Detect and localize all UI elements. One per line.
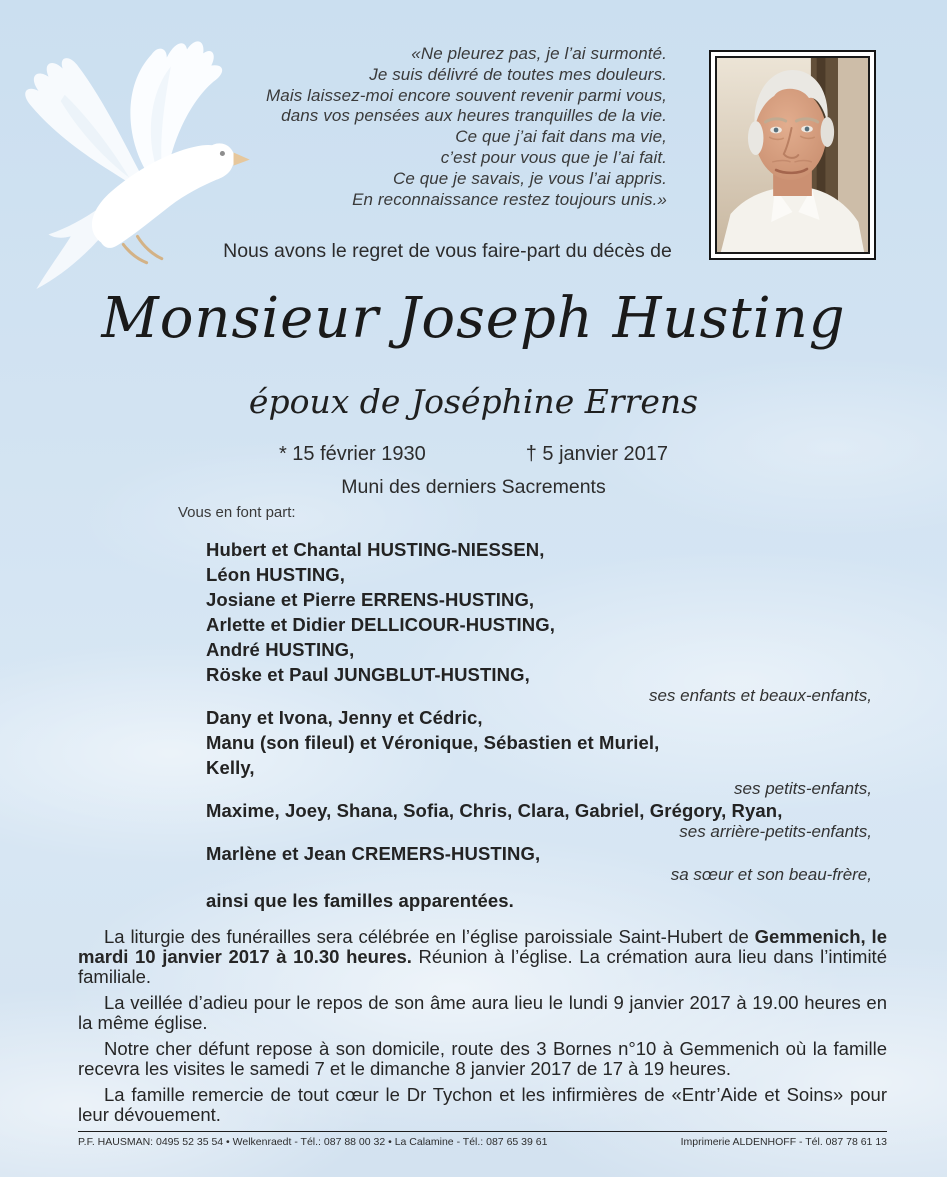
paragraph-segment: La famille remercie de tout cœur le Dr Tychon et les infirmières de «Entr’Aide et Soins» pour leur dévouement.: [78, 1084, 887, 1125]
family-name: Hubert et Chantal HUSTING-NIESSEN,: [206, 539, 545, 560]
quote-line: Mais laissez-moi encore souvent revenir parmi vous,: [266, 85, 667, 105]
portrait-photo: [715, 56, 870, 254]
family-closing: ainsi que les familles apparentées.: [206, 890, 514, 911]
quote-line: En reconnaissance restez toujours unis.»: [352, 189, 667, 209]
family-name: Dany et Ivona, Jenny et Cédric,: [206, 707, 483, 728]
portrait-photo-frame: [709, 50, 876, 260]
memorial-quote: [266, 44, 667, 210]
relation-label: ses enfants et beaux-enfants,: [648, 686, 872, 705]
family-name: Röske et Paul JUNGBLUT-HUSTING,: [206, 664, 530, 685]
announcement-paragraph: [78, 1085, 887, 1125]
paragraph-bold-segment: Gemmenich, le mardi 10 janvier 2017 à 10.30 heures.: [78, 926, 887, 967]
life-dates: [0, 443, 947, 466]
relation-label: ses petits-enfants,: [734, 779, 872, 798]
family-name: Marlène et Jean CREMERS-HUSTING,: [206, 843, 541, 864]
footer-printer: Imprimerie ALDENHOFF - Tél. 087 78 61 13: [680, 1136, 887, 1148]
sacraments-line: Muni des derniers Sacrements: [341, 476, 606, 498]
announcement-line: Nous avons le regret de vous faire-part du décès de: [223, 240, 672, 262]
family-name: André HUSTING,: [206, 639, 355, 660]
deceased-name: Monsieur Joseph Husting: [101, 286, 846, 351]
quote-line: dans vos pensées aux heures tranquilles de la vie.: [281, 106, 667, 126]
footer: [78, 1136, 887, 1148]
family-name: Josiane et Pierre ERRENS-HUSTING,: [206, 589, 535, 610]
footer-funeral-home: P.F. HAUSMAN: 0495 52 35 54 • Welkenraedt - Tél.: 087 88 00 32 • La Calamine - Tél.: 087 65 39 61: [78, 1136, 548, 1148]
birth-date: * 15 février 1930: [278, 443, 426, 465]
quote-line: Ce que j’ai fait dans ma vie,: [455, 127, 667, 147]
footer-rule: [78, 1131, 887, 1132]
death-date: † 5 janvier 2017: [525, 443, 669, 465]
quote-line: Ce que je savais, je vous l’ai appris.: [392, 168, 667, 188]
quote-line: c’est pour vous que je l’ai fait.: [440, 147, 667, 167]
paragraph-segment: Réunion à l’église. La crémation aura lieu dans l’intimité familiale.: [78, 946, 887, 987]
family-name: Manu (son fileul) et Véronique, Sébastien et Muriel,: [206, 732, 660, 753]
quote-line: Je suis délivré de toutes mes douleurs.: [369, 64, 667, 84]
paragraph-segment: La liturgie des funérailles sera célébrée en l’église paroissiale Saint-Hubert de: [104, 926, 755, 947]
announcement-paragraph: [78, 993, 887, 1033]
announcement-paragraph: [78, 1039, 887, 1079]
paragraph-segment: Notre cher défunt repose à son domicile, route des 3 Bornes n°10 à Gemmenich où la famille recevra les visites le samedi 7 et le dimanche 8 janvier 2017 de 17 à 19 heures.: [78, 1038, 887, 1079]
paragraph-segment: La veillée d’adieu pour le repos de son âme aura lieu le lundi 9 janvier 2017 à 19.00 heures en la même église.: [78, 992, 887, 1033]
announcement-paragraph: [78, 927, 887, 987]
family-name: Arlette et Didier DELLICOUR-HUSTING,: [206, 614, 555, 635]
family-name: Maxime, Joey, Shana, Sofia, Chris, Clara, Gabriel, Grégory, Ryan,: [206, 800, 783, 821]
family-name: Kelly,: [206, 757, 255, 778]
family-name: Léon HUSTING,: [206, 564, 346, 585]
spouse-line: époux de Joséphine Errens: [248, 382, 699, 421]
relation-label: sa sœur et son beau-frère,: [670, 865, 872, 884]
quote-line: «Ne pleurez pas, je l’ai surmonté.: [411, 44, 667, 63]
notice-intro: Vous en font part:: [178, 504, 296, 521]
relation-label: ses arrière-petits-enfants,: [679, 822, 872, 841]
ceremony-details: [78, 927, 887, 1131]
family-list: [206, 537, 872, 913]
